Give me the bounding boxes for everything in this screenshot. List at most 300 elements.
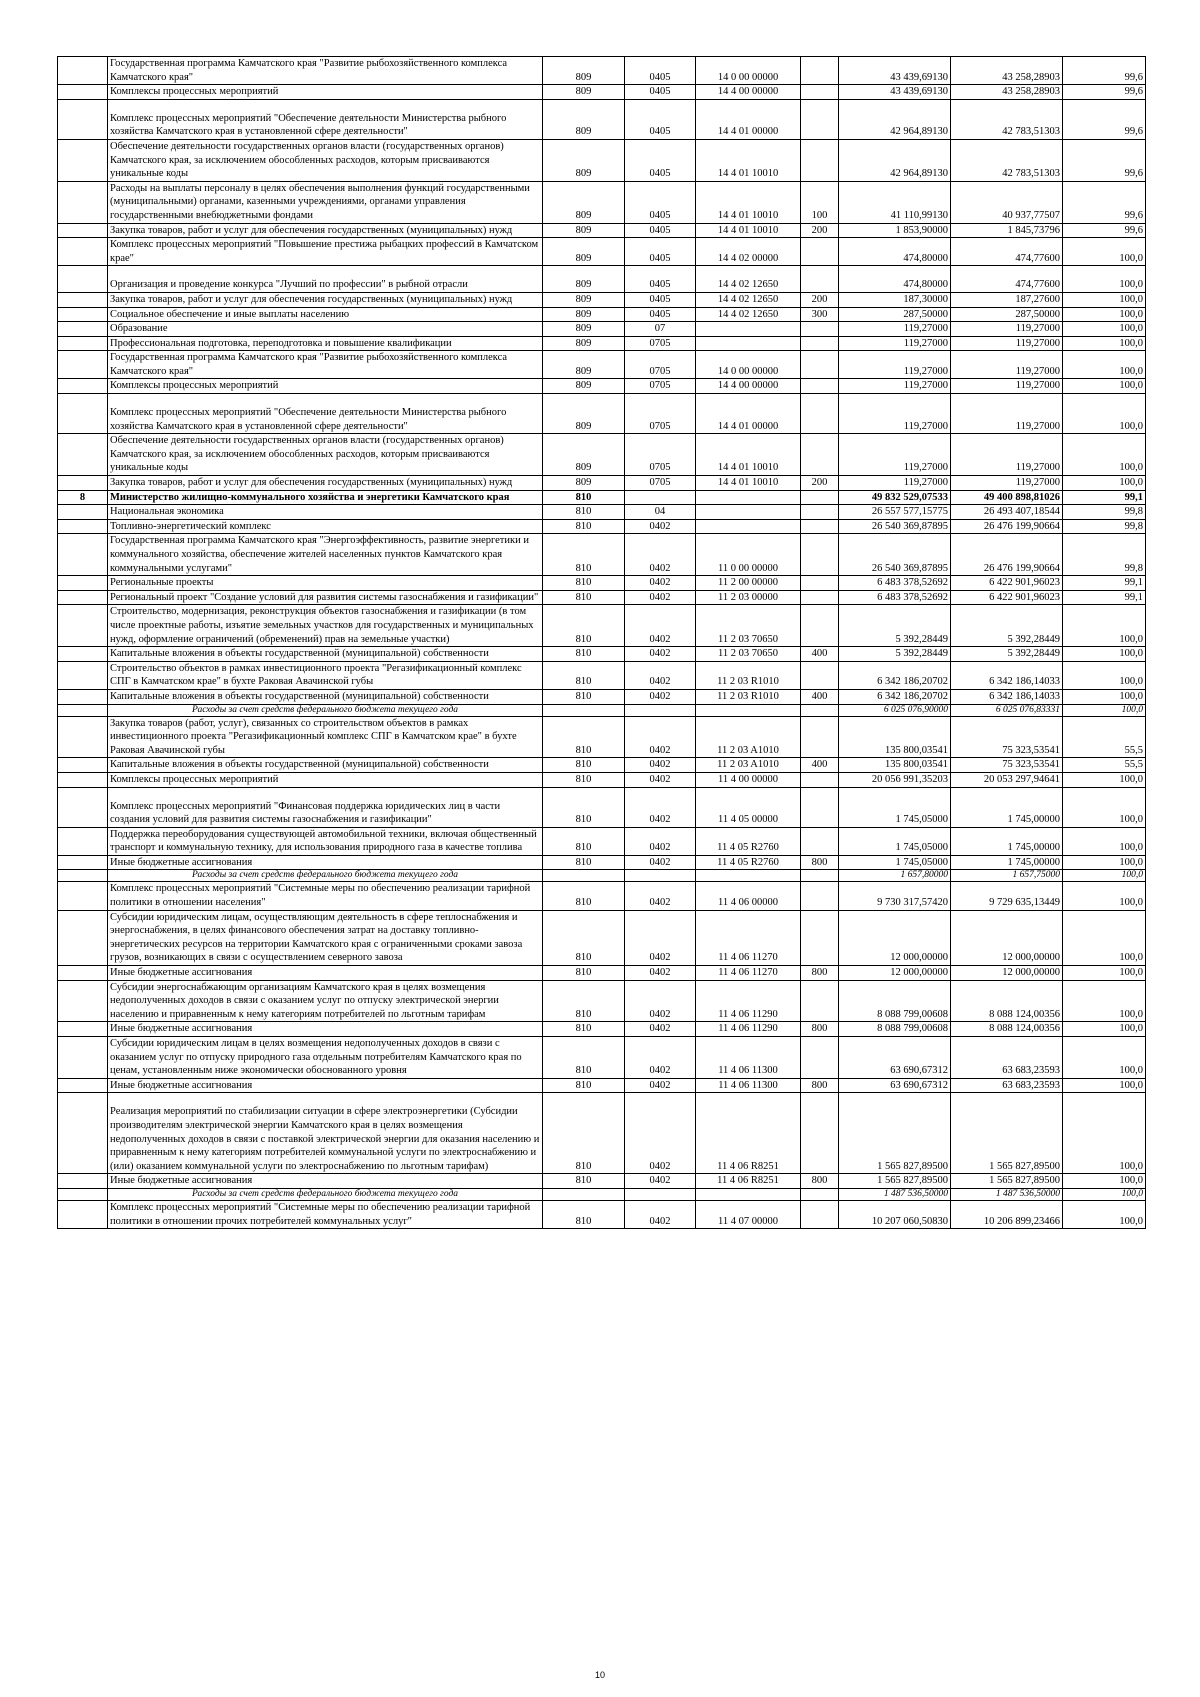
approved-amount: 119,27000 (839, 379, 951, 394)
target-article (696, 336, 801, 351)
execution-percent: 100,0 (1063, 605, 1146, 647)
admin-code: 810 (543, 910, 625, 965)
table-row (58, 534, 1146, 576)
execution-percent: 100,0 (1063, 787, 1146, 827)
table-row (58, 1174, 1146, 1189)
executed-amount: 12 000,00000 (951, 966, 1063, 981)
admin-code: 810 (543, 716, 625, 758)
approved-amount: 5 392,28449 (839, 647, 951, 662)
execution-percent: 100,0 (1063, 476, 1146, 491)
section-code: 0402 (625, 661, 696, 689)
approved-amount: 42 964,89130 (839, 139, 951, 181)
admin-code: 810 (543, 505, 625, 520)
admin-code: 810 (543, 882, 625, 910)
section-code: 0405 (625, 292, 696, 307)
executed-amount: 1 565 827,89500 (951, 1093, 1063, 1174)
table-row (58, 379, 1146, 394)
row-name: Иные бюджетные ассигнования (108, 1078, 543, 1093)
executed-amount: 42 783,51303 (951, 99, 1063, 139)
admin-code: 809 (543, 351, 625, 379)
approved-amount: 5 392,28449 (839, 605, 951, 647)
execution-percent: 99,1 (1063, 590, 1146, 605)
executed-amount: 6 422 901,96023 (951, 576, 1063, 591)
target-article: 11 0 00 00000 (696, 534, 801, 576)
executed-amount: 75 323,53541 (951, 716, 1063, 758)
executed-amount: 20 053 297,94641 (951, 772, 1063, 787)
target-article: 11 4 06 11290 (696, 980, 801, 1022)
executed-amount: 1 745,00000 (951, 855, 1063, 870)
executed-amount: 40 937,77507 (951, 181, 1063, 223)
approved-amount: 187,30000 (839, 292, 951, 307)
expense-type (801, 980, 839, 1022)
execution-percent: 99,6 (1063, 85, 1146, 100)
executed-amount: 1 565 827,89500 (951, 1174, 1063, 1189)
section-code: 04 (625, 505, 696, 520)
table-row (58, 855, 1146, 870)
approved-amount: 12 000,00000 (839, 910, 951, 965)
table-row (58, 910, 1146, 965)
table-row (58, 647, 1146, 662)
row-name: Национальная экономика (108, 505, 543, 520)
row-number (58, 787, 108, 827)
budget-table (57, 56, 1146, 1229)
row-number (58, 99, 108, 139)
section-code: 0405 (625, 99, 696, 139)
section-code: 0402 (625, 647, 696, 662)
section-code: 0402 (625, 689, 696, 704)
row-name: Государственная программа Камчатского края "Развитие рыбохозяйственного комплекса Камчатского края" (108, 351, 543, 379)
expense-type: 100 (801, 181, 839, 223)
target-article: 11 4 06 11270 (696, 910, 801, 965)
admin-code: 810 (543, 758, 625, 773)
row-number (58, 181, 108, 223)
approved-amount: 6 342 186,20702 (839, 661, 951, 689)
executed-amount: 43 258,28903 (951, 85, 1063, 100)
expense-type (801, 379, 839, 394)
row-number (58, 322, 108, 337)
section-code: 0405 (625, 57, 696, 85)
admin-code: 809 (543, 434, 625, 476)
target-article: 14 0 00 00000 (696, 57, 801, 85)
target-article: 14 4 02 12650 (696, 292, 801, 307)
section-code: 0405 (625, 139, 696, 181)
expense-type (801, 870, 839, 882)
executed-amount: 187,27600 (951, 292, 1063, 307)
row-number (58, 57, 108, 85)
target-article: 11 2 03 A1010 (696, 758, 801, 773)
expense-type: 400 (801, 647, 839, 662)
admin-code: 809 (543, 322, 625, 337)
expense-type: 800 (801, 1174, 839, 1189)
expense-type: 300 (801, 307, 839, 322)
approved-amount: 6 483 378,52692 (839, 576, 951, 591)
row-number (58, 661, 108, 689)
expense-type: 400 (801, 758, 839, 773)
row-number (58, 966, 108, 981)
row-name: Расходы за счет средств федерального бюджета текущего года (108, 704, 543, 716)
table-row (58, 772, 1146, 787)
row-name: Расходы за счет средств федерального бюджета текущего года (108, 1188, 543, 1200)
section-code: 0405 (625, 85, 696, 100)
table-row (58, 758, 1146, 773)
expense-type: 800 (801, 1022, 839, 1037)
table-row (58, 519, 1146, 534)
target-article: 14 0 00 00000 (696, 351, 801, 379)
admin-code: 810 (543, 490, 625, 505)
federal-budget-row (58, 870, 1146, 882)
row-number (58, 1022, 108, 1037)
table-row (58, 336, 1146, 351)
execution-percent: 99,6 (1063, 99, 1146, 139)
execution-percent: 100,0 (1063, 1174, 1146, 1189)
execution-percent: 100,0 (1063, 434, 1146, 476)
approved-amount: 26 540 369,87895 (839, 534, 951, 576)
row-name: Государственная программа Камчатского края "Развитие рыбохозяйственного комплекса Камчатского края" (108, 57, 543, 85)
executed-amount: 287,50000 (951, 307, 1063, 322)
section-code: 0705 (625, 379, 696, 394)
target-article: 11 4 06 11300 (696, 1078, 801, 1093)
table-row (58, 238, 1146, 266)
approved-amount: 119,27000 (839, 394, 951, 434)
section-code: 0405 (625, 238, 696, 266)
admin-code: 810 (543, 1200, 625, 1228)
row-number (58, 704, 108, 716)
admin-code: 810 (543, 855, 625, 870)
section-code: 0402 (625, 519, 696, 534)
target-article (696, 322, 801, 337)
execution-percent: 100,0 (1063, 351, 1146, 379)
execution-percent: 99,6 (1063, 57, 1146, 85)
table-row (58, 1200, 1146, 1228)
target-article (696, 505, 801, 520)
admin-code: 810 (543, 590, 625, 605)
table-row (58, 787, 1146, 827)
approved-amount: 6 483 378,52692 (839, 590, 951, 605)
admin-code: 810 (543, 827, 625, 855)
execution-percent: 100,0 (1063, 1200, 1146, 1228)
section-code: 0402 (625, 827, 696, 855)
target-article: 14 4 02 00000 (696, 238, 801, 266)
row-number (58, 590, 108, 605)
row-number (58, 223, 108, 238)
approved-amount: 8 088 799,00608 (839, 1022, 951, 1037)
executed-amount: 6 025 076,83331 (951, 704, 1063, 716)
admin-code: 809 (543, 307, 625, 322)
row-number (58, 351, 108, 379)
row-name: Организация и проведение конкурса "Лучший по профессии" в рыбной отрасли (108, 266, 543, 293)
table-row (58, 322, 1146, 337)
execution-percent: 100,0 (1063, 647, 1146, 662)
expense-type (801, 57, 839, 85)
section-code (625, 1188, 696, 1200)
admin-code: 809 (543, 223, 625, 238)
row-name: Комплекс процессных мероприятий "Обеспечение деятельности Министерства рыбного хозяйства Камчатского края в установленной сфере деятельности" (108, 394, 543, 434)
federal-budget-row (58, 704, 1146, 716)
expense-type (801, 576, 839, 591)
row-number (58, 576, 108, 591)
target-article: 11 4 00 00000 (696, 772, 801, 787)
approved-amount: 6 342 186,20702 (839, 689, 951, 704)
executed-amount: 474,77600 (951, 238, 1063, 266)
row-number (58, 519, 108, 534)
executed-amount: 6 342 186,14033 (951, 689, 1063, 704)
target-article: 11 2 03 R1010 (696, 661, 801, 689)
executed-amount: 1 487 536,50000 (951, 1188, 1063, 1200)
admin-code: 809 (543, 292, 625, 307)
section-code: 0402 (625, 910, 696, 965)
approved-amount: 1 745,05000 (839, 855, 951, 870)
admin-code: 809 (543, 266, 625, 293)
row-name: Комплекс процессных мероприятий "Системные меры по обеспечению реализации тарифной политики в отношении прочих потребителей коммунальных услуг" (108, 1200, 543, 1228)
admin-code: 810 (543, 1174, 625, 1189)
row-name: Субсидии юридическим лицам, осуществляющим деятельность в сфере теплоснабжения и энергоснабжения, в целях финансового обеспечения затрат на доставку топливно-энергетических ресурсов на территории Камчатского края с ограниченными сроками завоза грузов, возникающих в связи с осуществлением северного завоза (108, 910, 543, 965)
row-name: Закупка товаров, работ и услуг для обеспечения государственных (муниципальных) нужд (108, 223, 543, 238)
section-code: 07 (625, 322, 696, 337)
admin-code: 810 (543, 689, 625, 704)
table-row (58, 966, 1146, 981)
row-name: Государственная программа Камчатского края "Энергоэффективность, развитие энергетики и коммунального хозяйства, обеспечение жителей населенных пунктов Камчатского края коммунальными услугами" (108, 534, 543, 576)
approved-amount: 119,27000 (839, 434, 951, 476)
executed-amount: 12 000,00000 (951, 910, 1063, 965)
approved-amount: 49 832 529,07533 (839, 490, 951, 505)
expense-type (801, 99, 839, 139)
table-row (58, 139, 1146, 181)
row-number (58, 758, 108, 773)
row-name: Комплексы процессных мероприятий (108, 379, 543, 394)
execution-percent: 100,0 (1063, 394, 1146, 434)
execution-percent: 100,0 (1063, 827, 1146, 855)
admin-code: 810 (543, 1037, 625, 1079)
row-name: Капитальные вложения в объекты государственной (муниципальной) собственности (108, 689, 543, 704)
expense-type (801, 882, 839, 910)
approved-amount: 43 439,69130 (839, 57, 951, 85)
row-number (58, 379, 108, 394)
row-number (58, 85, 108, 100)
execution-percent: 100,0 (1063, 1093, 1146, 1174)
row-name: Региональные проекты (108, 576, 543, 591)
section-code: 0402 (625, 1174, 696, 1189)
row-name: Капитальные вложения в объекты государственной (муниципальной) собственности (108, 647, 543, 662)
target-article: 14 4 01 00000 (696, 394, 801, 434)
expense-type: 800 (801, 966, 839, 981)
target-article: 14 4 00 00000 (696, 379, 801, 394)
executed-amount: 5 392,28449 (951, 647, 1063, 662)
admin-code: 810 (543, 647, 625, 662)
row-name: Образование (108, 322, 543, 337)
executed-amount: 119,27000 (951, 336, 1063, 351)
section-code: 0402 (625, 980, 696, 1022)
section-code: 0402 (625, 787, 696, 827)
admin-code: 810 (543, 772, 625, 787)
row-number (58, 1200, 108, 1228)
execution-percent: 100,0 (1063, 855, 1146, 870)
admin-code: 809 (543, 394, 625, 434)
section-code: 0402 (625, 605, 696, 647)
approved-amount: 63 690,67312 (839, 1037, 951, 1079)
target-article: 11 4 05 00000 (696, 787, 801, 827)
row-number (58, 476, 108, 491)
row-number (58, 1037, 108, 1079)
target-article (696, 704, 801, 716)
target-article: 14 4 01 10010 (696, 181, 801, 223)
approved-amount: 63 690,67312 (839, 1078, 951, 1093)
admin-code: 810 (543, 966, 625, 981)
table-row (58, 605, 1146, 647)
row-number (58, 394, 108, 434)
approved-amount: 6 025 076,90000 (839, 704, 951, 716)
section-code: 0705 (625, 434, 696, 476)
row-name: Социальное обеспечение и иные выплаты населению (108, 307, 543, 322)
executed-amount: 6 342 186,14033 (951, 661, 1063, 689)
table-row (58, 716, 1146, 758)
expense-type (801, 590, 839, 605)
expense-type (801, 1037, 839, 1079)
row-number (58, 605, 108, 647)
execution-percent: 100,0 (1063, 1188, 1146, 1200)
admin-code: 810 (543, 1078, 625, 1093)
expense-type (801, 336, 839, 351)
target-article: 11 4 05 R2760 (696, 855, 801, 870)
row-number (58, 139, 108, 181)
expense-type (801, 266, 839, 293)
section-code: 0705 (625, 351, 696, 379)
table-row (58, 661, 1146, 689)
table-row (58, 1093, 1146, 1174)
table-row (58, 827, 1146, 855)
expense-type (801, 1200, 839, 1228)
expense-type (801, 351, 839, 379)
approved-amount: 26 540 369,87895 (839, 519, 951, 534)
approved-amount: 1 853,90000 (839, 223, 951, 238)
execution-percent: 100,0 (1063, 266, 1146, 293)
approved-amount: 8 088 799,00608 (839, 980, 951, 1022)
page-number: 10 (594, 1670, 605, 1680)
admin-code: 809 (543, 57, 625, 85)
target-article: 11 2 03 70650 (696, 605, 801, 647)
admin-code: 810 (543, 787, 625, 827)
executed-amount: 119,27000 (951, 394, 1063, 434)
approved-amount: 135 800,03541 (839, 716, 951, 758)
approved-amount: 26 557 577,15775 (839, 505, 951, 520)
section-code: 0405 (625, 266, 696, 293)
table-row (58, 505, 1146, 520)
executed-amount: 42 783,51303 (951, 139, 1063, 181)
execution-percent: 100,0 (1063, 379, 1146, 394)
admin-code: 810 (543, 519, 625, 534)
execution-percent: 99,6 (1063, 139, 1146, 181)
executed-amount: 119,27000 (951, 379, 1063, 394)
approved-amount: 43 439,69130 (839, 85, 951, 100)
table-row (58, 307, 1146, 322)
row-number (58, 534, 108, 576)
target-article: 11 4 07 00000 (696, 1200, 801, 1228)
target-article: 11 4 06 11300 (696, 1037, 801, 1079)
table-row (58, 1037, 1146, 1079)
target-article (696, 870, 801, 882)
row-name: Обеспечение деятельности государственных органов власти (государственных органов) Камчатского края, за исключением обособленных расходов, которым присваиваются уникальные коды (108, 139, 543, 181)
target-article: 14 4 02 12650 (696, 266, 801, 293)
table-row (58, 434, 1146, 476)
approved-amount: 287,50000 (839, 307, 951, 322)
table-row (58, 576, 1146, 591)
row-name: Закупка товаров (работ, услуг), связанных со строительством объектов в рамках инвестиционного проекта "Регазификационный комплекс СПГ в Камчатском крае" в бухте Раковая Авачинской губы (108, 716, 543, 758)
target-article: 11 4 06 00000 (696, 882, 801, 910)
target-article: 14 4 01 00000 (696, 99, 801, 139)
row-name: Строительство объектов в рамках инвестиционного проекта "Регазификационный комплекс СПГ в Камчатском крае" в бухте Раковая Авачинской губы (108, 661, 543, 689)
execution-percent: 100,0 (1063, 1078, 1146, 1093)
execution-percent: 100,0 (1063, 870, 1146, 882)
budget-table-body (58, 57, 1146, 1229)
expense-type (801, 787, 839, 827)
section-code: 0402 (625, 1037, 696, 1079)
approved-amount: 1 565 827,89500 (839, 1174, 951, 1189)
admin-code: 810 (543, 980, 625, 1022)
target-article: 11 4 05 R2760 (696, 827, 801, 855)
section-code: 0402 (625, 576, 696, 591)
admin-code: 809 (543, 336, 625, 351)
table-row (58, 292, 1146, 307)
table-row (58, 57, 1146, 85)
execution-percent: 99,1 (1063, 576, 1146, 591)
approved-amount: 1 745,05000 (839, 787, 951, 827)
table-row (58, 1078, 1146, 1093)
execution-percent: 99,6 (1063, 223, 1146, 238)
expense-type: 400 (801, 689, 839, 704)
table-row (58, 1022, 1146, 1037)
row-name: Комплексы процессных мероприятий (108, 772, 543, 787)
executed-amount: 1 745,00000 (951, 787, 1063, 827)
row-name: Субсидии энергоснабжающим организациям Камчатского края в целях возмещения недополученных доходов в связи с оказанием услуг по отпуску электрической энергии населению и приравненным к нему категориям потребителей по льготным тарифам (108, 980, 543, 1022)
row-number (58, 855, 108, 870)
table-row (58, 351, 1146, 379)
approved-amount: 119,27000 (839, 336, 951, 351)
execution-percent: 99,6 (1063, 181, 1146, 223)
row-number (58, 772, 108, 787)
expense-type (801, 1188, 839, 1200)
row-name: Региональный проект "Создание условий для развития системы газоснабжения и газификации" (108, 590, 543, 605)
table-row (58, 85, 1146, 100)
approved-amount: 474,80000 (839, 238, 951, 266)
section-code: 0402 (625, 1093, 696, 1174)
row-name: Министерство жилищно-коммунального хозяйства и энергетики Камчатского края (108, 490, 543, 505)
executed-amount: 26 493 407,18544 (951, 505, 1063, 520)
executed-amount: 43 258,28903 (951, 57, 1063, 85)
expense-type: 200 (801, 292, 839, 307)
expense-type (801, 394, 839, 434)
expense-type (801, 519, 839, 534)
section-code: 0402 (625, 758, 696, 773)
admin-code: 809 (543, 238, 625, 266)
expense-type (801, 704, 839, 716)
row-name: Поддержка переоборудования существующей автомобильной техники, включая общественный транспорт и коммунальную технику, для использования природного газа в качестве топлива (108, 827, 543, 855)
admin-code: 809 (543, 181, 625, 223)
execution-percent: 99,1 (1063, 490, 1146, 505)
executed-amount: 63 683,23593 (951, 1037, 1063, 1079)
expense-type (801, 490, 839, 505)
row-number (58, 870, 108, 882)
expense-type (801, 534, 839, 576)
approved-amount: 9 730 317,57420 (839, 882, 951, 910)
section-code: 0405 (625, 181, 696, 223)
admin-code: 810 (543, 1022, 625, 1037)
table-row (58, 689, 1146, 704)
executed-amount: 6 422 901,96023 (951, 590, 1063, 605)
admin-code: 810 (543, 1093, 625, 1174)
admin-code: 809 (543, 139, 625, 181)
row-name: Комплекс процессных мероприятий "Повышение престижа рыбацких профессий в Камчатском крае" (108, 238, 543, 266)
section-code: 0402 (625, 882, 696, 910)
section-code: 0402 (625, 716, 696, 758)
